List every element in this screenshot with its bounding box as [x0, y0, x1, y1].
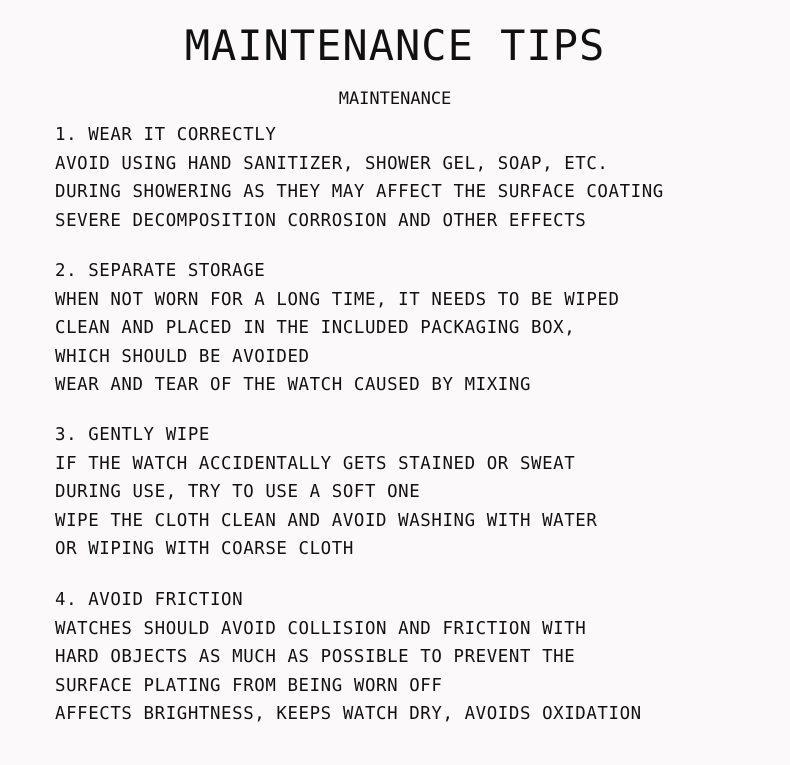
tip-text-line: IF THE WATCH ACCIDENTALLY GETS STAINED OR SWEAT [55, 453, 576, 474]
tip-text-line: DURING USE, TRY TO USE A SOFT ONE [55, 482, 421, 502]
tip-text-line: SEVERE DECOMPOSITION CORROSION AND OTHER EFFECTS [55, 210, 587, 231]
tip-text-line: OR WIPING WITH COARSE CLOTH [55, 539, 354, 559]
tip-heading: 1. WEAR IT CORRECTLY [55, 125, 277, 145]
tip-text-line: AVOID USING HAND SANITIZER, SHOWER GEL, SOAP, ETC. [55, 153, 609, 174]
tip-section-avoid-friction [55, 586, 775, 729]
tip-text-line: WEAR AND TEAR OF THE WATCH CAUSED BY MIXING [55, 375, 532, 395]
tip-text-line: AFFECTS BRIGHTNESS, KEEPS WATCH DRY, AVOIDS OXIDATION [55, 704, 642, 724]
tip-text-line: WHEN NOT WORN FOR A LONG TIME, IT NEEDS TO BE WIPED [55, 289, 620, 310]
tip-section-wear-correctly [55, 121, 775, 235]
tip-text-line: DURING SHOWERING AS THEY MAY AFFECT THE SURFACE COATING [55, 182, 664, 202]
tip-section-separate-storage [55, 257, 775, 400]
tip-text-line: CLEAN AND PLACED IN THE INCLUDED PACKAGING BOX, [55, 318, 576, 338]
tip-text-line: SURFACE PLATING FROM BEING WORN OFF [55, 675, 443, 696]
tip-heading: 3. GENTLY WIPE [55, 425, 210, 445]
tip-heading: 2. SEPARATE STORAGE [55, 261, 266, 281]
tip-heading: 4. AVOID FRICTION [55, 590, 244, 610]
tip-section-gently-wipe [55, 421, 775, 564]
page-title: MAINTENANCE TIPS [184, 21, 606, 70]
tip-text-line: WATCHES SHOULD AVOID COLLISION AND FRICTION WITH [55, 618, 587, 639]
page-subtitle: MAINTENANCE [338, 89, 452, 109]
tip-text-line: WHICH SHOULD BE AVOIDED [55, 346, 310, 367]
tip-text-line: HARD OBJECTS AS MUCH AS POSSIBLE TO PREVENT THE [55, 647, 576, 667]
tip-text-line: WIPE THE CLOTH CLEAN AND AVOID WASHING WITH WATER [55, 510, 598, 531]
